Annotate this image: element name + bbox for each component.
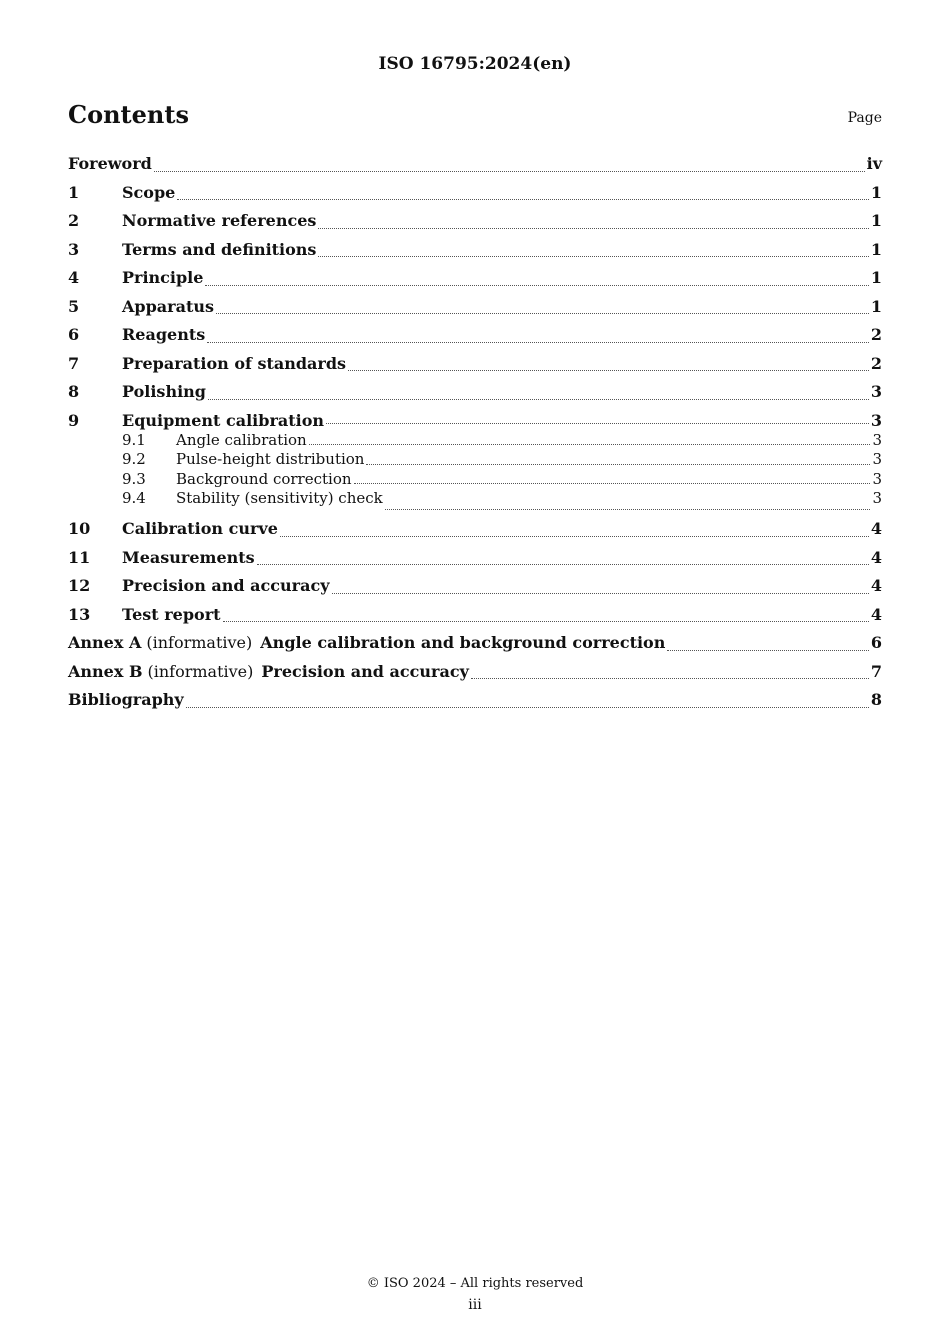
toc-entry-title: Test report [122, 604, 221, 624]
toc-subentry-number: 9.4 [122, 489, 146, 507]
toc-entry-number: 11 [68, 547, 91, 567]
dot-leader [385, 509, 871, 510]
toc-entry-page: 4 [870, 604, 882, 624]
toc-entry-title: Equipment calibration [122, 410, 325, 430]
toc-subentry-page: 3 [872, 469, 882, 488]
page-number: iii [468, 1297, 482, 1313]
page-column-label: Page [847, 110, 882, 126]
toc-entry-number: 1 [68, 182, 80, 202]
toc-entry-page: iv [866, 154, 882, 173]
toc-entry-title: Principle [122, 268, 204, 287]
toc-subentry-stability-check[interactable] [68, 489, 882, 515]
dot-leader [318, 256, 868, 257]
table-of-contents [68, 150, 882, 715]
document-id-header: ISO 16795:2024(en) [378, 54, 572, 74]
toc-entry-title: Foreword [68, 154, 152, 173]
toc-entry-polishing[interactable] [68, 378, 882, 407]
toc-entry-reagents[interactable] [68, 321, 882, 350]
toc-entry-page: 1 [870, 239, 882, 259]
annex-title: Angle calibration and background correction [260, 633, 666, 652]
annex-page: 6 [870, 633, 882, 652]
toc-entry-title: Polishing [122, 382, 206, 401]
toc-subentry-angle-calibration[interactable] [68, 431, 882, 451]
toc-entry-number: 13 [68, 604, 91, 624]
toc-entry-title: Bibliography [68, 690, 184, 709]
dot-leader [207, 342, 869, 343]
toc-subentry-title: Background correction [176, 469, 352, 488]
toc-entry-title: Reagents [122, 325, 206, 344]
toc-subentry-pulse-height-distribution[interactable] [68, 450, 882, 470]
toc-subentry-number: 9.3 [122, 469, 146, 488]
toc-entry-title: Precision and accuracy [122, 576, 330, 595]
annex-type: (informative) [146, 633, 253, 652]
toc-entry-page: 2 [870, 325, 882, 344]
toc-entry-page: 4 [870, 547, 882, 567]
dot-leader [667, 650, 869, 651]
annex-label: Annex B [68, 661, 143, 681]
dot-leader [177, 199, 869, 200]
toc-entry-precision-and-accuracy[interactable] [68, 572, 882, 601]
toc-entry-page: 4 [870, 576, 882, 595]
annex-title: Precision and accuracy [261, 661, 469, 681]
toc-entry-title: Normative references [122, 211, 317, 230]
dot-leader [186, 707, 869, 708]
toc-entry-measurements[interactable] [68, 544, 882, 573]
toc-entry-equipment-calibration[interactable] [68, 411, 882, 431]
toc-subentry-background-correction[interactable] [68, 470, 882, 490]
toc-entry-terms-and-definitions[interactable] [68, 236, 882, 265]
dot-leader [309, 444, 871, 445]
toc-subentry-page: 3 [872, 489, 882, 507]
toc-entry-title: Calibration curve [122, 519, 278, 538]
dot-leader [348, 370, 869, 371]
toc-subentry-page: 3 [872, 430, 882, 449]
dot-leader [216, 313, 869, 314]
toc-entry-apparatus[interactable] [68, 293, 882, 322]
toc-subentry-number: 9.1 [122, 430, 146, 449]
dot-leader [208, 399, 869, 400]
toc-entry-number: 7 [68, 353, 80, 373]
toc-entry-number: 8 [68, 382, 80, 401]
toc-entry-number: 12 [68, 576, 91, 595]
toc-subentry-page: 3 [872, 450, 882, 468]
toc-entry-page: 8 [870, 690, 882, 709]
toc-entry-number: 2 [68, 211, 80, 230]
toc-entry-number: 4 [68, 268, 80, 287]
copyright-notice: © ISO 2024 – All rights reserved [366, 1276, 584, 1291]
toc-entry-number: 3 [68, 239, 80, 259]
toc-entry-number: 9 [68, 410, 80, 430]
toc-entry-number: 10 [68, 519, 91, 538]
dot-leader [318, 228, 868, 229]
toc-entry-title: Preparation of standards [122, 353, 347, 373]
contents-heading: Contents [68, 100, 189, 129]
dot-leader [223, 621, 869, 622]
toc-entry-foreword[interactable] [68, 150, 882, 179]
toc-entry-number: 5 [68, 296, 80, 316]
dot-leader [154, 171, 865, 172]
dot-leader [326, 423, 869, 424]
dot-leader [471, 678, 869, 679]
toc-entry-page: 2 [870, 353, 882, 373]
annex-page: 7 [870, 661, 882, 681]
toc-entry-annex-b[interactable] [68, 658, 882, 687]
toc-entry-page: 1 [870, 268, 882, 287]
annex-type: (informative) [147, 661, 254, 681]
toc-entry-page: 3 [870, 410, 882, 430]
toc-entry-page: 1 [870, 296, 882, 316]
dot-leader [354, 483, 871, 484]
toc-entry-page: 3 [870, 382, 882, 401]
toc-entry-scope[interactable] [68, 179, 882, 208]
dot-leader [280, 536, 869, 537]
dot-leader [205, 285, 868, 286]
toc-entry-title: Terms and definitions [122, 239, 317, 259]
toc-subentry-number: 9.2 [122, 450, 146, 468]
toc-entry-annex-a[interactable] [68, 629, 882, 658]
toc-entry-principle[interactable] [68, 264, 882, 293]
toc-entry-page: 1 [870, 182, 882, 202]
dot-leader [257, 564, 869, 565]
dot-leader [332, 593, 869, 594]
toc-entry-calibration-curve[interactable] [68, 515, 882, 544]
toc-entry-bibliography[interactable] [68, 686, 882, 715]
toc-entry-preparation-of-standards[interactable] [68, 350, 882, 379]
toc-entry-normative-references[interactable] [68, 207, 882, 236]
toc-entry-number: 6 [68, 325, 80, 344]
toc-subentry-title: Pulse-height distribution [176, 450, 365, 468]
toc-entry-title: Measurements [122, 547, 255, 567]
toc-entry-title: Scope [122, 182, 176, 202]
toc-subentry-title: Angle calibration [176, 430, 307, 449]
toc-entry-page: 4 [870, 519, 882, 538]
toc-subentry-title: Stability (sensitivity) check [176, 489, 383, 507]
dot-leader [366, 464, 870, 465]
annex-label: Annex A [68, 633, 142, 652]
toc-entry-test-report[interactable] [68, 601, 882, 630]
toc-entry-page: 1 [870, 211, 882, 230]
toc-entry-title: Apparatus [122, 296, 214, 316]
